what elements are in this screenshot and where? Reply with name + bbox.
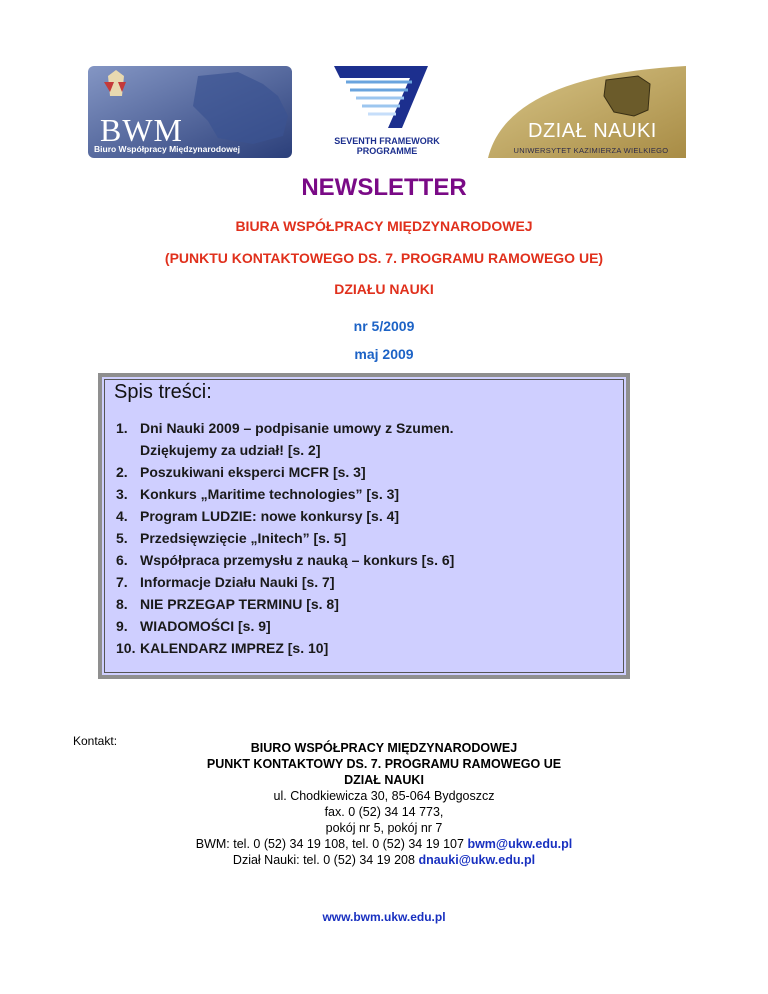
toc-item-number: 8. xyxy=(116,596,128,612)
toc-item-text: Konkurs „Maritime technologies” [s. 3] xyxy=(140,486,400,502)
contact-org-3: DZIAŁ NAUKI xyxy=(344,773,424,787)
newsletter-title: NEWSLETTER xyxy=(301,174,467,201)
toc-item-continuation[interactable] xyxy=(116,439,454,461)
toc-item-text: WIADOMOŚCI [s. 9] xyxy=(140,618,271,634)
dnauki-email-link[interactable]: dnauki@ukw.edu.pl xyxy=(418,853,536,867)
toc-item-text: Poszukiwani eksperci MCFR [s. 3] xyxy=(140,464,366,480)
dzial-nauki-logo-graphic xyxy=(488,66,686,158)
contact-bwm-phone: BWM: tel. 0 (52) 34 19 108, tel. 0 (52) 34 19 107 xyxy=(195,837,464,851)
toc-item-number: 3. xyxy=(116,486,128,502)
toc-list xyxy=(116,417,454,659)
header-line-2: (PUNKTU KONTAKTOWEGO DS. 7. PROGRAMU RAMOWEGO UE) xyxy=(164,250,604,266)
toc-item[interactable] xyxy=(116,461,454,483)
issue-date: maj 2009 xyxy=(354,346,414,362)
header-line-3: DZIAŁU NAUKI xyxy=(334,281,434,297)
contact-bwm-line xyxy=(0,836,768,852)
toc-item-number: 5. xyxy=(116,530,128,546)
table-of-contents xyxy=(98,373,630,679)
toc-item[interactable] xyxy=(116,637,454,659)
toc-item-number: 1. xyxy=(116,420,128,436)
dzial-nauki-logo xyxy=(488,66,686,158)
toc-item[interactable] xyxy=(116,571,454,593)
contact-label: Kontakt: xyxy=(73,734,118,748)
header-line-1: BIURA WSPÓŁPRACY MIĘDZYNARODOWEJ xyxy=(235,218,533,234)
fp7-logo-line2: PROGRAMME xyxy=(356,146,418,156)
toc-item-number: 6. xyxy=(116,552,128,568)
toc-item[interactable] xyxy=(116,417,454,439)
toc-item-number: 10. xyxy=(116,640,136,656)
toc-item[interactable] xyxy=(116,593,454,615)
toc-item-number: 4. xyxy=(116,508,128,524)
toc-item-text: Przedsięwzięcie „Initech” [s. 5] xyxy=(140,530,347,546)
toc-item-number: 9. xyxy=(116,618,128,634)
bwm-logo-subtitle: Biuro Współpracy Międzynarodowej xyxy=(94,144,240,154)
logo-strip xyxy=(0,0,768,170)
issue-number: nr 5/2009 xyxy=(353,318,415,334)
toc-item-text: Współpraca przemysłu z nauką – konkurs [s. 6] xyxy=(140,552,455,568)
toc-item-text: Dni Nauki 2009 – podpisanie umowy z Szumen. xyxy=(140,420,454,436)
toc-item-text: Informacje Działu Nauki [s. 7] xyxy=(140,574,335,590)
toc-item-text: NIE PRZEGAP TERMINU [s. 8] xyxy=(140,596,339,612)
toc-item-number: 2. xyxy=(116,464,128,480)
contact-street: ul. Chodkiewicza 30, 85-064 Bydgoszcz xyxy=(273,789,495,803)
website-link[interactable]: www.bwm.ukw.edu.pl xyxy=(322,910,446,924)
toc-item-text: KALENDARZ IMPREZ [s. 10] xyxy=(140,640,329,656)
contact-fax: fax. 0 (52) 34 14 773, xyxy=(324,805,444,819)
bwm-logo xyxy=(88,66,292,158)
toc-item-text: Dziękujemy za udział! [s. 2] xyxy=(140,442,321,458)
contact-room: pokój nr 5, pokój nr 7 xyxy=(325,821,443,835)
toc-item[interactable] xyxy=(116,505,454,527)
contact-org-1: BIURO WSPÓŁPRACY MIĘDZYNARODOWEJ xyxy=(250,741,518,755)
toc-item[interactable] xyxy=(116,615,454,637)
toc-item-text: Program LUDZIE: nowe konkursy [s. 4] xyxy=(140,508,400,524)
toc-item-number: 7. xyxy=(116,574,128,590)
dzial-nauki-logo-title: DZIAŁ NAUKI xyxy=(528,120,657,142)
toc-title: Spis treści: xyxy=(114,381,212,403)
toc-item[interactable] xyxy=(116,527,454,549)
bwm-email-link[interactable]: bwm@ukw.edu.pl xyxy=(467,837,573,851)
fp7-logo-line1: SEVENTH FRAMEWORK xyxy=(334,136,440,146)
contact-dn-line xyxy=(0,852,768,868)
bwm-logo-title: BWM xyxy=(100,112,183,148)
fp7-logo-graphic xyxy=(316,58,458,138)
contact-block xyxy=(0,740,768,868)
contact-dn-phone: Dział Nauki: tel. 0 (52) 34 19 208 xyxy=(232,853,415,867)
fp7-logo-text xyxy=(316,136,458,156)
toc-item[interactable] xyxy=(116,549,454,571)
toc-item[interactable] xyxy=(116,483,454,505)
dzial-nauki-logo-subtitle: UNIWERSYTET KAZIMIERZA WIELKIEGO xyxy=(513,146,669,155)
fp7-logo xyxy=(316,58,458,160)
contact-org-2: PUNKT KONTAKTOWY DS. 7. PROGRAMU RAMOWEGO UE xyxy=(206,757,562,771)
